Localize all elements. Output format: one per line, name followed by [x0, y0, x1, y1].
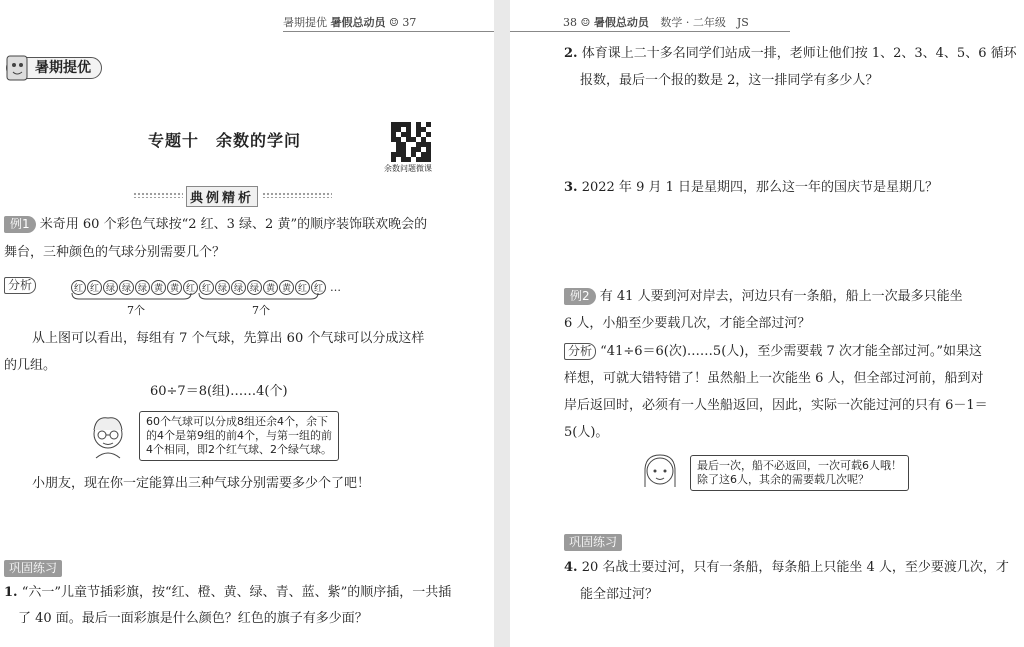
teacher-avatar-icon — [86, 412, 132, 462]
analysis-paragraph — [564, 342, 982, 362]
balloon-ellipsis: … — [330, 281, 341, 294]
practice-tag-label: 巩固练习 — [564, 534, 622, 551]
analysis-tag — [4, 274, 36, 294]
example-1-line2: 舞台，三种颜色的气球分别需要几个？ — [4, 245, 226, 260]
example-2 — [564, 287, 963, 307]
girl-speech-bubble — [690, 455, 909, 491]
header-brand: 暑假总动员 — [593, 16, 649, 29]
header-brand: 暑假总动员 — [330, 16, 386, 29]
question-2-line2: 报数，最后一个报的数是 2，这一排同学有多少人？ — [580, 73, 879, 88]
balloon: 黄 — [167, 280, 182, 295]
question-3-number: 3. — [564, 180, 578, 195]
example-2-line2: 6 人，小船至少要载几次，才能全部过河？ — [564, 316, 811, 331]
question-2 — [564, 44, 1017, 64]
book-mascot-icon — [4, 53, 34, 83]
right-page — [510, 0, 1024, 647]
bubble-line: 60个气球可以分成8组还余4个，余下 — [146, 415, 328, 428]
teacher-speech-bubble — [139, 411, 339, 461]
divider-dots-right — [262, 192, 332, 198]
practice-tag-label: 巩固练习 — [4, 560, 62, 577]
explanation-line2: 的几组。 — [4, 358, 57, 373]
analysis-tag-label: 分析 — [564, 343, 596, 360]
header-rule — [283, 31, 494, 32]
example-2-tag: 例2 — [564, 288, 596, 305]
section-badge — [6, 57, 102, 77]
bubble-line: 的4个是第9组的前4个，与第一组的前 — [146, 429, 332, 442]
question-1 — [4, 583, 451, 603]
analysis-line4: 5(人)。 — [564, 425, 609, 440]
encouragement-text: 小朋友，现在你一定能算出三种气球分别需要多少个了吧！ — [32, 476, 371, 491]
left-page — [0, 0, 494, 647]
page-number: 37 — [402, 16, 417, 29]
group-brackets — [71, 292, 321, 304]
balloon: 红 — [87, 280, 102, 295]
question-2-number: 2. — [564, 46, 578, 61]
girl-avatar-icon — [638, 449, 684, 495]
question-4 — [564, 558, 1009, 578]
qr-code[interactable] — [391, 122, 431, 162]
qr-caption: 余数问题微课 — [384, 164, 432, 173]
balloon: 红 — [71, 280, 86, 295]
example-1-tag: 例1 — [4, 216, 36, 233]
header-rule — [510, 31, 790, 32]
page-header — [283, 14, 416, 30]
balloon: 绿 — [135, 280, 150, 295]
bubble-line: 除了这6人，其余的需要载几次呢？ — [697, 473, 869, 486]
bubble-line: 4个相同，即2个红气球、2个绿气球。 — [146, 443, 332, 456]
group-label-2: 7个 — [252, 304, 270, 317]
analysis-line2: 样想，可就大错特错了！虽然船上一次能坐 6 人，但全部过河前，船到对 — [564, 371, 984, 386]
example-2-line1: 有 41 人要到河对岸去，河边只有一条船，船上一次最多只能坐 — [599, 289, 963, 304]
header-subject: 数学 · 二年级 JS — [660, 16, 749, 29]
bubble-line: 最后一次，船不必返回，一次可载6人哦！ — [697, 459, 902, 472]
question-4-line1: 20 名战士要过河，只有一条船，每条船上只能坐 4 人，至少要渡几次，才 — [581, 560, 1009, 575]
balloon: 红 — [199, 280, 214, 295]
balloon: 红 — [311, 280, 326, 295]
balloon: 绿 — [215, 280, 230, 295]
practice-tag — [564, 531, 622, 551]
balloon: 绿 — [119, 280, 134, 295]
divider-dots-left — [133, 192, 183, 198]
section-badge-label: 暑期提优 — [6, 57, 102, 79]
balloon: 红 — [183, 280, 198, 295]
question-3 — [564, 178, 938, 198]
mascot-icon: ☺ — [580, 16, 591, 29]
example-1 — [4, 215, 427, 235]
example-1-line1: 米奇用 60 个彩色气球按“2 红、3 绿、2 黄”的顺序装饰联欢晚会的 — [39, 217, 428, 232]
division-equation: 60÷7＝8(组)……4(个) — [150, 384, 288, 399]
balloon: 绿 — [247, 280, 262, 295]
balloon: 黄 — [279, 280, 294, 295]
header-text: 暑期提优 — [283, 16, 327, 29]
question-4-line2: 能全部过河？ — [580, 587, 659, 602]
balloon: 红 — [295, 280, 310, 295]
page-header — [563, 14, 749, 30]
question-1-line1: “六一”儿童节插彩旗，按“红、橙、黄、绿、青、蓝、紫”的顺序插，一共插 — [21, 585, 452, 600]
qr-cell — [426, 157, 431, 162]
question-4-number: 4. — [564, 560, 578, 575]
balloon: 黄 — [263, 280, 278, 295]
analysis-line3: 岸后返回时，必须有一人坐船返回，因此，实际一次能过河的只有 6－1＝ — [564, 398, 988, 413]
question-2-line1: 体育课上二十多名同学们站成一排，老师让他们按 1、2、3、4、5、6 循环 — [581, 46, 1017, 61]
balloon: 绿 — [231, 280, 246, 295]
topic-title: 专题十 余数的学问 — [148, 131, 302, 150]
group-label-1: 7个 — [127, 304, 145, 317]
page-number: 38 — [563, 16, 577, 29]
question-1-number: 1. — [4, 585, 18, 600]
balloon: 黄 — [151, 280, 166, 295]
practice-tag — [4, 557, 62, 577]
question-3-text: 2022 年 9 月 1 日是星期四，那么这一年的国庆节是星期几？ — [581, 180, 939, 195]
mascot-icon: ☺ — [389, 16, 399, 29]
question-1-line2: 了 40 面。最后一面彩旗是什么颜色？红色的旗子有多少面？ — [18, 611, 368, 626]
typical-example-heading: 典例精析 — [186, 186, 258, 207]
explanation-line1: 从上图可以看出，每组有 7 个气球，先算出 60 个气球可以分成这样 — [32, 331, 425, 346]
analysis-line1: “41÷6＝6(次)……5(人)，至少需要载 7 次才能全部过河。”如果这 — [600, 344, 983, 359]
analysis-tag-label: 分析 — [4, 277, 36, 294]
balloon: 绿 — [103, 280, 118, 295]
